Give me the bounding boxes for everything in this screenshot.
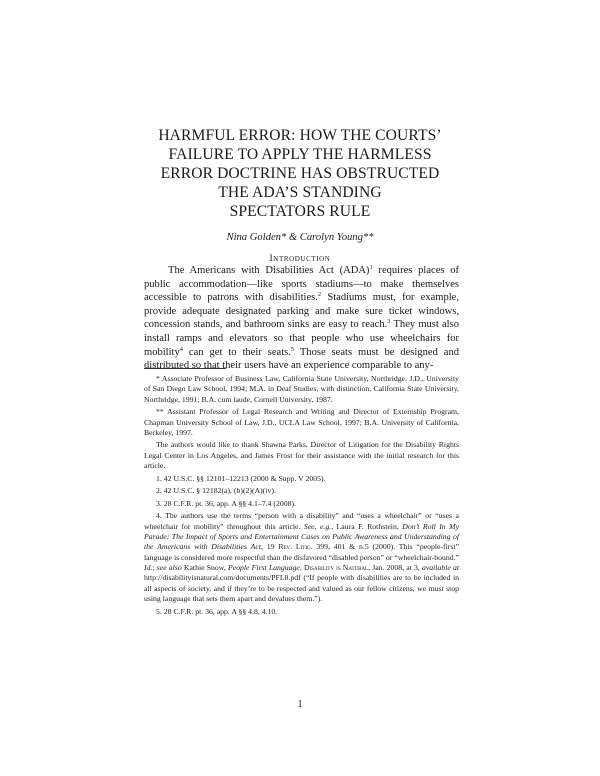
journal-name: Disability is Natural bbox=[303, 562, 369, 572]
footnote-ref: 5 bbox=[290, 345, 295, 353]
body-sentence: Those seats must be designed and distributed so that their users have an experience comparable to any- bbox=[144, 346, 460, 372]
citation-signal: see also bbox=[156, 562, 182, 572]
citation-signal: Id. bbox=[144, 562, 153, 572]
body-sentence: They must also install ramps and elevators so that people who use wheelchairs for mobility bbox=[144, 319, 459, 358]
body-text bbox=[144, 264, 459, 373]
footnote-1: 1. 42 U.S.C. §§ 12101–12213 (2000 & Supp. V 2005). bbox=[156, 473, 326, 483]
footnote-author-1: * Associate Professor of Business Law, California State University, Northridge. J.D., University of San Diego Law School, 1994; M.A. in Deaf Studies, with distinction, California State University, Northridge, 1991; B.A. cum laude, Cornell University, 1987. bbox=[144, 374, 459, 404]
author-name: Nina Golden bbox=[226, 232, 281, 243]
footnote-text: Kathie Snow, bbox=[181, 562, 228, 572]
footnote-text: ; bbox=[152, 562, 157, 572]
footnote-author-2: ** Assistant Professor of Legal Research and Writing and Director of Externship Program, Chapman University School of Law, J.D., UCLA Law School, 1997; B.A. University of California, Berkeley, 1997. bbox=[144, 407, 459, 437]
footnote-4 bbox=[144, 511, 459, 604]
footnote-text: 399, 401 & n.5 (2000). This “people-first” language is considered more respectful than the disfavored “disabled person” or “wheelchair-bound.” bbox=[144, 542, 459, 562]
footnote-ref: 2 bbox=[317, 291, 322, 299]
footnote-text: http://disabilityisnatural.com/documents/PFL8.pdf (“If people with disabilities are to be included in all aspects of society, and if they’re to be respected and valued as our fellow citizens, we must stop using language that sets them apart and devalues them.”). bbox=[144, 573, 459, 603]
cited-article-title: Don’t Roll In My Parade: The Impact of Sports and Entertainment Cases on Public Awareness and Understanding of the Americans with Disabilities Act bbox=[144, 521, 460, 552]
footnote-ref: 1 bbox=[369, 264, 373, 271]
footnote-ref: 3 bbox=[387, 318, 391, 326]
footnotes bbox=[144, 374, 459, 619]
title-line: FAILURE TO APPLY THE HARMLESS bbox=[168, 146, 432, 163]
section-heading: Introduction bbox=[269, 253, 331, 264]
footnote-divider bbox=[144, 368, 226, 369]
journal-name: Rev. Litig. bbox=[278, 542, 313, 552]
body-paragraph bbox=[144, 264, 459, 373]
author-joiner: & bbox=[286, 232, 300, 243]
author-footnote-mark: * bbox=[280, 232, 287, 243]
title-line: HARMFUL ERROR: HOW THE COURTS’ bbox=[158, 127, 442, 144]
cited-article-title: People First Language bbox=[227, 562, 300, 572]
title-line: SPECTATORS RULE bbox=[229, 203, 371, 220]
citation-signal: available at bbox=[421, 562, 459, 572]
footnote-text: 4. The authors use the terms “person with a disability” and “uses a wheelchair” or “uses a wheelchair for mobility” throughout this article. bbox=[144, 511, 459, 531]
footnote-text: , bbox=[299, 562, 304, 572]
body-sentence: The Americans with Disabilities Act (ADA) bbox=[168, 265, 370, 276]
body-sentence: Stadiums must, for example, provide adequate designated parking and make sure ticket windows, concession stands, and bathroom sinks are easy to reach. bbox=[144, 292, 459, 331]
author-line bbox=[120, 232, 480, 243]
author-name: Carolyn Young bbox=[299, 232, 363, 243]
citation-signal: See, e.g. bbox=[303, 521, 332, 531]
body-sentence: can get to their seats. bbox=[183, 346, 291, 358]
footnote-acknowledgement: The authors would like to thank Shawna Parks, Director of Litigation for the Disability Rights Legal Center in Los Angeles, and James Frost for their assistance with the initial research for this article. bbox=[144, 440, 459, 471]
body-sentence: requires places of public accommodation—like sports stadiums—to make themselves accessible to patrons with disabilities. bbox=[144, 265, 459, 304]
page-number: 1 bbox=[297, 699, 303, 710]
title-line: ERROR DOCTRINE HAS OBSTRUCTED bbox=[160, 165, 440, 182]
footnote-3: 3. 28 C.F.R. pt. 36, app. A §§ 4.1–7.4 (2008). bbox=[156, 498, 296, 508]
footnote-ref: 4 bbox=[179, 345, 183, 353]
footnote-text: , Jan. 2008, at 3, bbox=[368, 562, 422, 572]
footnote-5: 5. 28 C.F.R. pt. 36, app. A §§ 4.8, 4.10. bbox=[156, 606, 278, 616]
footnote-2: 2. 42 U.S.C. § 12182(a), (b)(2)(A)(iv). bbox=[156, 486, 276, 496]
footnote-text: , Laura F. Rothstein, bbox=[331, 521, 403, 531]
author-footnote-mark: ** bbox=[362, 232, 374, 243]
article-title bbox=[120, 126, 480, 221]
footnote-text: , 19 bbox=[261, 542, 279, 552]
title-line: THE ADA’S STANDING bbox=[218, 184, 382, 201]
